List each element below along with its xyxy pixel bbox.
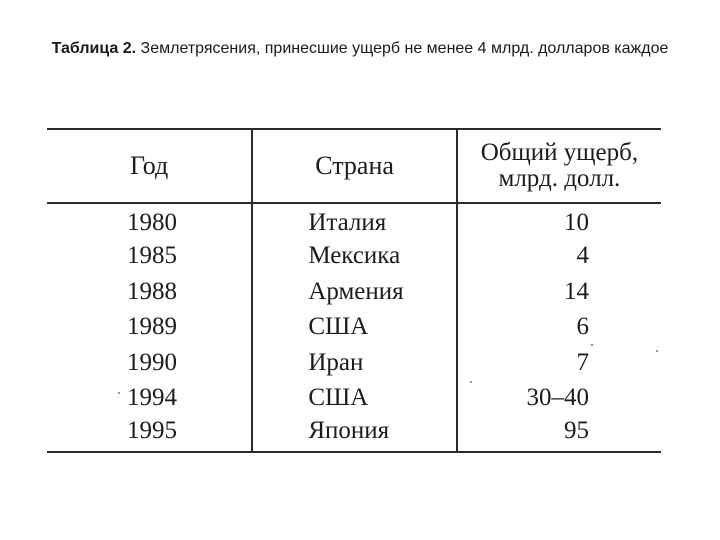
caption-text: Землетрясения, принесшие ущерб не менее 4 млрд. долларов каждое: [140, 40, 669, 57]
cell-damage: 10: [564, 209, 589, 237]
header-country: Страна: [252, 129, 457, 203]
scan-speck: [470, 381, 472, 383]
cell-damage: 6: [576, 313, 589, 341]
cell-country: Армения: [252, 274, 457, 310]
header-year: Год: [47, 129, 252, 203]
table-row: [47, 274, 661, 310]
table-row: [47, 416, 661, 452]
cell-damage: 30–40: [526, 384, 589, 412]
cell-year: 1988: [47, 274, 252, 310]
table-body: [47, 203, 661, 452]
cell-year: 1995: [47, 416, 252, 452]
cell-damage: 95: [457, 416, 661, 452]
cell-damage: 14: [564, 277, 589, 305]
header-row: [47, 129, 661, 203]
cell-country: Иран: [252, 345, 457, 381]
cell-year: 1985: [47, 239, 252, 275]
cell-damage: 7: [576, 348, 589, 376]
table-caption: [20, 39, 700, 58]
cell-year: 1994: [47, 381, 252, 417]
cell-year: 1990: [47, 345, 252, 381]
table-row: [47, 203, 661, 239]
cell-year: 1989: [47, 310, 252, 346]
cell-country: Мексика: [252, 239, 457, 275]
scan-speck: [118, 392, 120, 394]
table-row: [47, 381, 661, 417]
earthquake-table-container: [47, 128, 661, 457]
header-damage-line2: млрд. долл.: [498, 165, 621, 192]
cell-damage: 4: [576, 242, 589, 270]
earthquake-damage-table: [47, 128, 661, 453]
header-damage: [457, 129, 661, 203]
cell-country: США: [252, 310, 457, 346]
caption-label: Таблица 2.: [51, 40, 137, 57]
cell-country: Япония: [252, 416, 457, 452]
header-damage-line1: Общий ущерб,: [480, 139, 639, 166]
cell-country: США: [252, 381, 457, 417]
scan-speck: [656, 350, 658, 352]
cell-year: 1980: [47, 203, 252, 239]
scan-speck: [591, 344, 593, 346]
table-row: [47, 345, 661, 381]
table-row: [47, 239, 661, 275]
table-row: [47, 310, 661, 346]
table-header: [47, 129, 661, 203]
cell-country: Италия: [252, 203, 457, 239]
